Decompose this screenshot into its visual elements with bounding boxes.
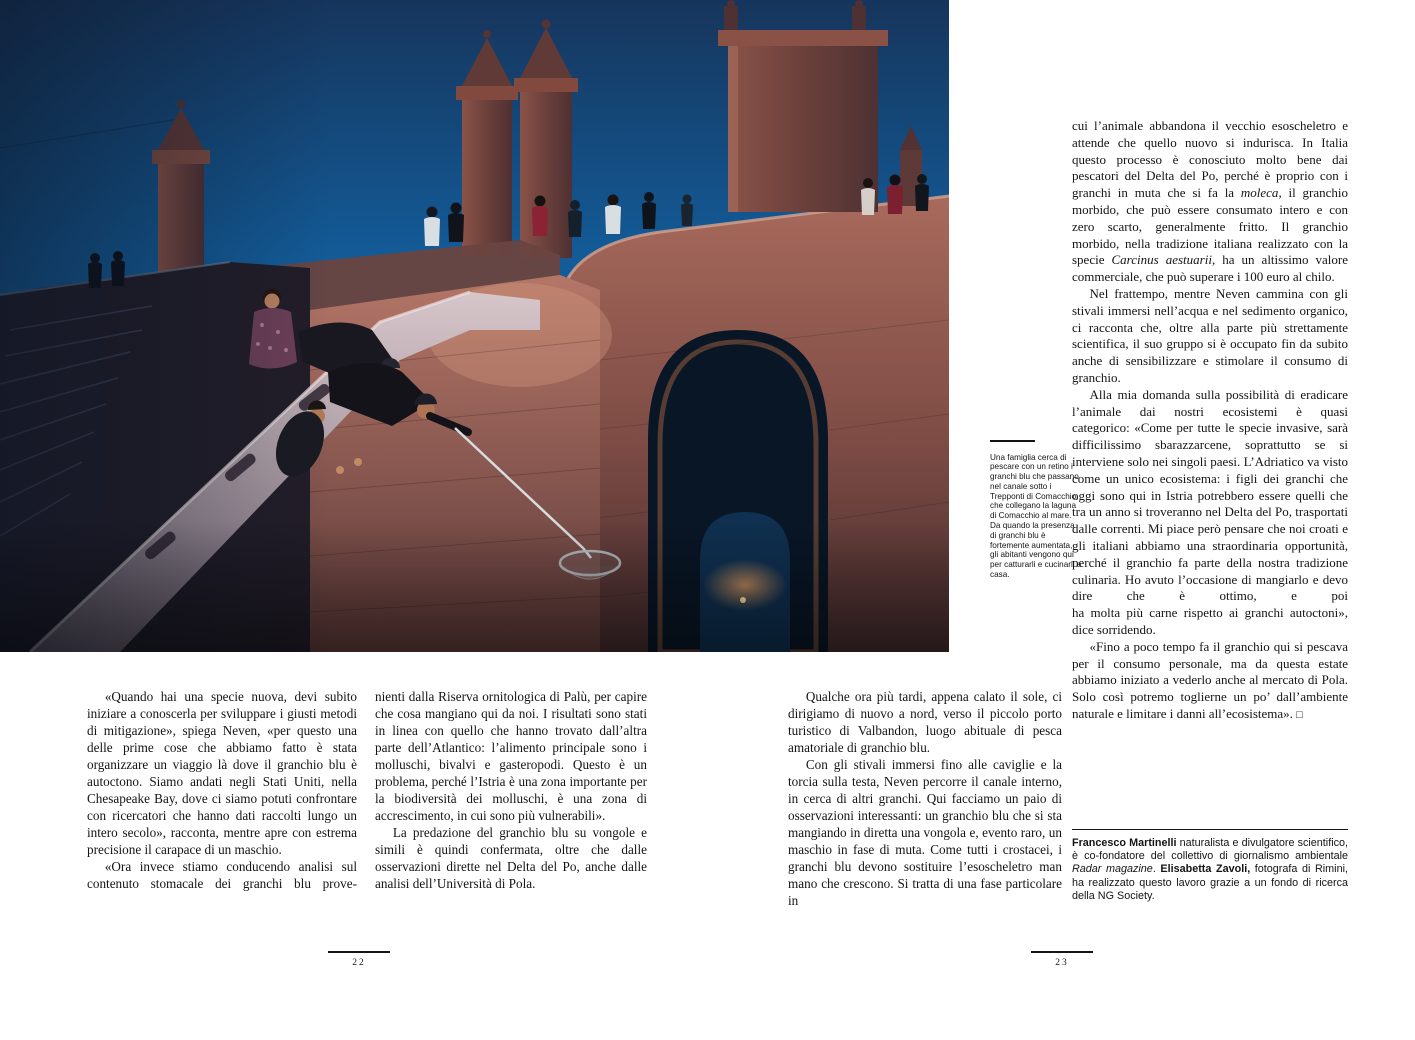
article-column-4 (1072, 118, 1348, 724)
body-paragraph (1072, 639, 1348, 724)
footer-rule (328, 951, 390, 953)
author-name: Francesco Martinelli (1072, 837, 1177, 849)
paragraph-text: cui l’animale abbandona il vecchio esoscheletro e attende che quello nuovo si indurisca. In Italia questo processo è conosciuto molto bene dai pescatori del Delta del Po, perché è proprio con i granchi in muta che si fa la (1072, 118, 1348, 201)
article-column-2 (375, 688, 647, 892)
article-column-1 (87, 688, 357, 892)
footer-rule (1031, 951, 1093, 953)
right-page-footer (1031, 951, 1093, 968)
photo-caption (990, 440, 1082, 580)
credit-text: . (1152, 863, 1161, 876)
italic-term: moleca (1240, 185, 1279, 201)
body-paragraph-indented: categorico: «Come per tutte le specie invasive, sarà difficilissimo sbarazzarcene, soprattutto se si interviene solo nei singoli paesi. L’Adriatico va visto come un unico ecosistema: i figli dei granchi che oggi sono qui in Istria potrebbero essere quelli che tra un anno si troveranno nel Delta del Po, trasportati dalle correnti. Mi piace però pensare che noi croati e gli italiani abbiamo una straordinaria opportunità, perché il granchio fa parte della nostra tradizione culinaria. Ho avuto l’occasione di mangiarlo e devo dire che è ottimo, e poi (1072, 420, 1348, 604)
species-name: Carcinus aestuarii (1111, 252, 1212, 268)
paragraph-text: , ha un altissimo valore commerciale, che può superare i 100 euro al chilo. (1072, 252, 1348, 285)
body-paragraph: ha molta più carne rispetto ai granchi autoctoni», dice sorridendo. (1072, 605, 1348, 637)
bridge-photo (0, 0, 949, 652)
left-page-footer (328, 951, 390, 968)
page-number: 23 (1055, 957, 1069, 968)
paragraph-text: , il granchio morbido, che può essere consumato intero e con zero scarto, generalmente fritto. Il granchio morbido, nella tradizione italiana realizzato con la specie (1072, 185, 1348, 268)
body-paragraph: Con gli stivali immersi fino alle caviglie e la torcia sulla testa, Neven percorre il canale interno, in cerca di altri granchi. Qui facciamo un paio di osservazioni interessanti: un granchio blu che si sta mangiando in diretta una vongola e, evento raro, un maschio in fase di muta. Come tutti i crostacei, i granchi blu devono sostituire l’esoscheletro man mano che crescono. Si tratta di una fase particolare in (788, 757, 1062, 908)
article-column-3 (788, 688, 1062, 909)
body-paragraph: Qualche ora più tardi, appena calato il sole, ci dirigiamo di nuovo a nord, verso il piccolo porto turistico di Valbandon, luogo abituale di pesca amatoriale di granchio blu. (788, 689, 1062, 755)
credit-text: fotografa di Rimini, ha realizzato questo lavoro grazie a un fondo di ricerca della NG Society. (1072, 863, 1348, 902)
body-paragraph: Nel frattempo, mentre Neven cammina con gli stivali immersi nell’acqua e nel sedimento organico, ci racconta che, oltre alla parte più strettamente scientifica, il suo gruppo si è occupato fin da subito anche di sensibilizzare e stimolare il consumo di granchio. (1072, 285, 1348, 385)
photographer-name: Elisabetta Zavoli, (1160, 863, 1251, 876)
credit-text: naturalista e divulgatore scientifico, è co-fondatore del collettivo di giornalismo ambientale (1072, 837, 1348, 863)
author-credits (1072, 829, 1348, 903)
paragraph-text: «Fino a poco tempo fa il granchio qui si pescava per il consumo personale, ma da questa estate abbiamo iniziato a vederlo anche al mercato di Pola. Solo così potremo toglierne un po’ dall’ambiente naturale e limitare i danni all’ecosistema». (1072, 638, 1348, 721)
caption-rule (990, 440, 1035, 442)
body-paragraph (1072, 118, 1348, 286)
bottom-vignette (0, 520, 949, 652)
body-paragraph: La predazione del granchio blu su vongole e simili è quindi confermata, oltre che dalle osservazioni dirette nel Delta del Po, anche dalle analisi dell’Università di Pola. (375, 825, 647, 891)
page-number: 22 (352, 957, 366, 968)
body-paragraph: Alla mia domanda sulla possibilità di eradicare l’animale dai nostri ecosistemi è quasi (1072, 386, 1348, 419)
magazine-name: Radar magazine (1072, 863, 1153, 876)
body-paragraph: «Quando hai una specie nuova, devi subito iniziare a conoscerla per sviluppare i giusti metodi di mitigazione», spiega Neven, «per questo una delle prime cose che abbiamo fatto è stata organizzare un viaggio là dove il granchio blu è autoctono. Siamo andati negli Stati Uniti, nella Chesapeake Bay, dove ci siamo potuti confrontare con ricercatori che hanno dati raccolti lungo un intero secolo», racconta, mentre apre con estrema precisione il carapace di un maschio. (87, 689, 357, 857)
bridge-photo-svg (0, 0, 949, 652)
body-paragraph: «Ora invece stiamo conducendo analisi sul contenuto stomacale dei granchi blu prove- (87, 859, 357, 891)
caption-text: Una famiglia cerca di pescare con un retino i granchi blu che passano nel canale sotto i Trepponti di Comacchio, che collegano la laguna di Comacchio al mare. Da quando la presenza di granchi blu è fortemente aumentata, gli abitanti vengono qui per catturarli e cucinarli a casa. (990, 452, 1082, 580)
body-paragraph: nienti dalla Riserva ornitologica di Palù, per capire che cosa mangiano qui da noi. I risultati sono stati in linea con quello che hanno trovato dall’altra parte dell’Atlantico: l’alimento principale sono i molluschi, bivalvi e gasteropodi. Questo è un problema, perché l’Istria è una zona importante per la biodiversità dei molluschi, è una zona di accrescimento, in cui sono più vulnerabili». (375, 689, 647, 823)
article-end-mark: □ (1296, 708, 1303, 721)
